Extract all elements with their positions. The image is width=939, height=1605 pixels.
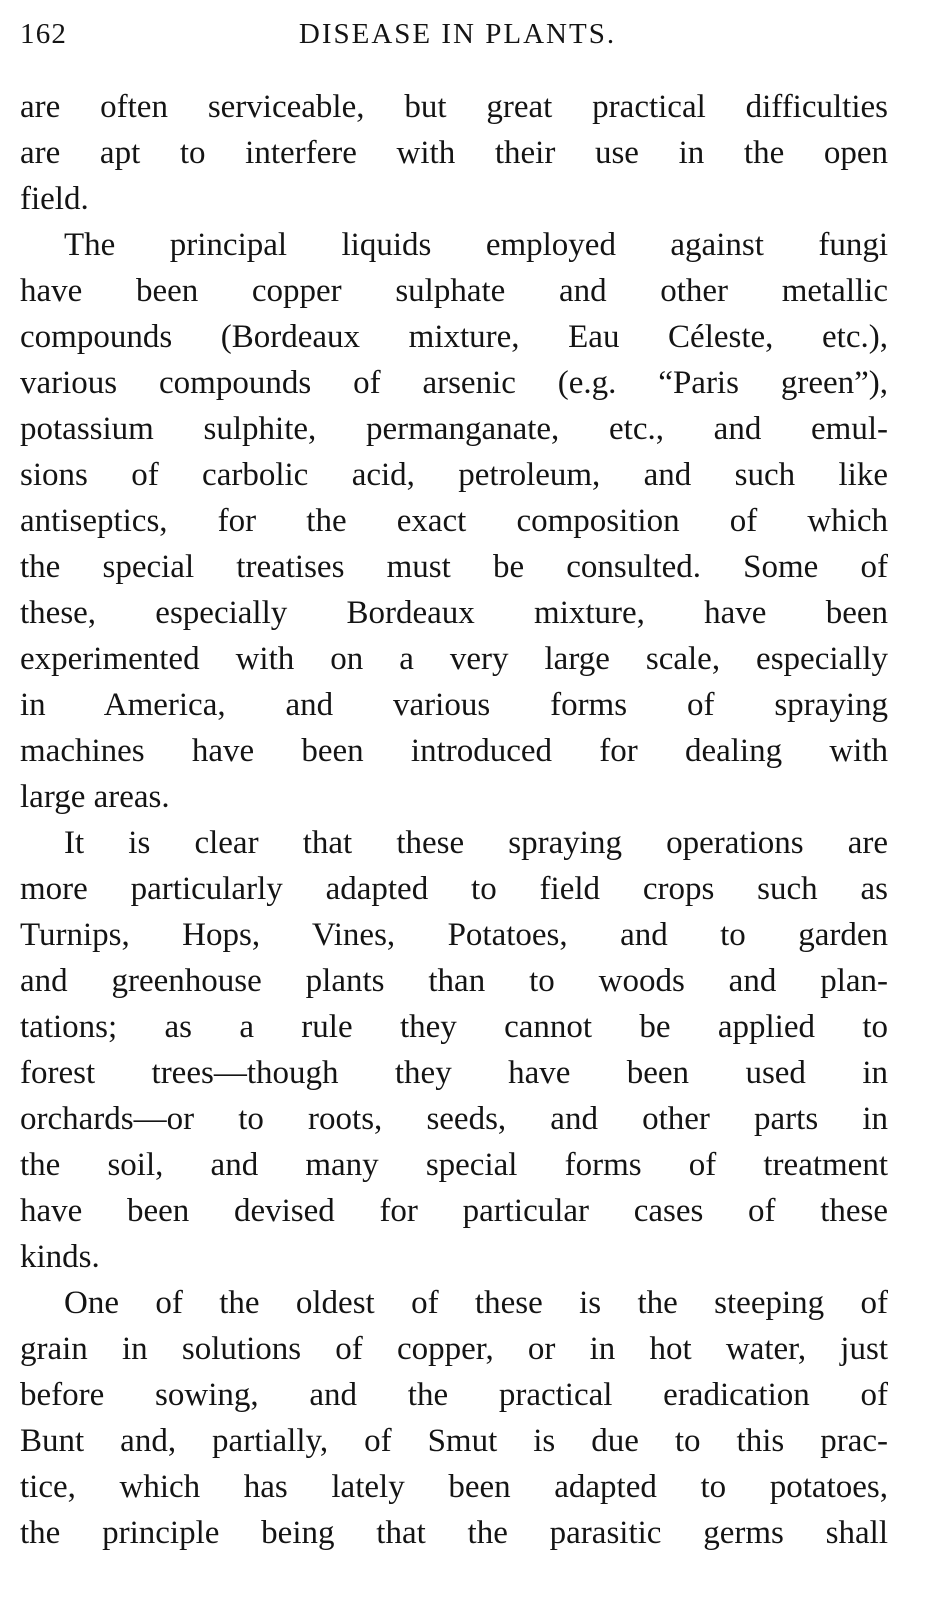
- text-line: are apt to interfere with their use in the open: [20, 135, 888, 171]
- text-line: compounds (Bordeaux mixture, Eau Céleste, etc.),: [20, 319, 888, 355]
- page-number: 162: [20, 18, 68, 50]
- text-line: Bunt and, partially, of Smut is due to this prac-: [20, 1423, 888, 1459]
- body-text: [20, 84, 888, 1556]
- text-line: field.: [20, 181, 89, 217]
- text-line: orchards—or to roots, seeds, and other parts in: [20, 1101, 888, 1137]
- text-line: the special treatises must be consulted. Some of: [20, 549, 888, 585]
- text-line: antiseptics, for the exact composition of which: [20, 503, 888, 539]
- text-line: machines have been introduced for dealing with: [20, 733, 888, 769]
- text-line: these, especially Bordeaux mixture, have been: [20, 595, 888, 631]
- text-line: tice, which has lately been adapted to potatoes,: [20, 1469, 888, 1505]
- text-line: in America, and various forms of spraying: [20, 687, 888, 723]
- text-line: grain in solutions of copper, or in hot water, just: [20, 1331, 888, 1367]
- text-line: and greenhouse plants than to woods and plan-: [20, 963, 888, 999]
- text-line: more particularly adapted to field crops such as: [20, 871, 888, 907]
- text-line: have been copper sulphate and other metallic: [20, 273, 888, 309]
- text-line: the principle being that the parasitic germs shall: [20, 1515, 888, 1551]
- text-line: various compounds of arsenic (e.g. “Paris green”),: [20, 365, 888, 401]
- text-line: potassium sulphite, permanganate, etc., and emul-: [20, 411, 888, 447]
- text-line: Turnips, Hops, Vines, Potatoes, and to garden: [20, 917, 888, 953]
- text-line: large areas.: [20, 779, 170, 815]
- text-line: forest trees—though they have been used in: [20, 1055, 888, 1091]
- text-line: are often serviceable, but great practical difficulties: [20, 89, 888, 125]
- text-line: the soil, and many special forms of treatment: [20, 1147, 888, 1183]
- running-title: DISEASE IN PLANTS.: [298, 18, 617, 50]
- text-line: kinds.: [20, 1239, 100, 1275]
- paragraph-first-line: One of the oldest of these is the steeping of: [64, 1285, 888, 1321]
- paragraph-first-line: It is clear that these spraying operations are: [64, 825, 888, 861]
- text-line: tations; as a rule they cannot be applied to: [20, 1009, 888, 1045]
- running-head: [20, 14, 895, 58]
- text-line: before sowing, and the practical eradication of: [20, 1377, 888, 1413]
- text-line: sions of carbolic acid, petroleum, and such like: [20, 457, 888, 493]
- text-line: have been devised for particular cases of these: [20, 1193, 888, 1229]
- paragraph-first-line: The principal liquids employed against fungi: [64, 227, 888, 263]
- text-line: experimented with on a very large scale, especially: [20, 641, 888, 677]
